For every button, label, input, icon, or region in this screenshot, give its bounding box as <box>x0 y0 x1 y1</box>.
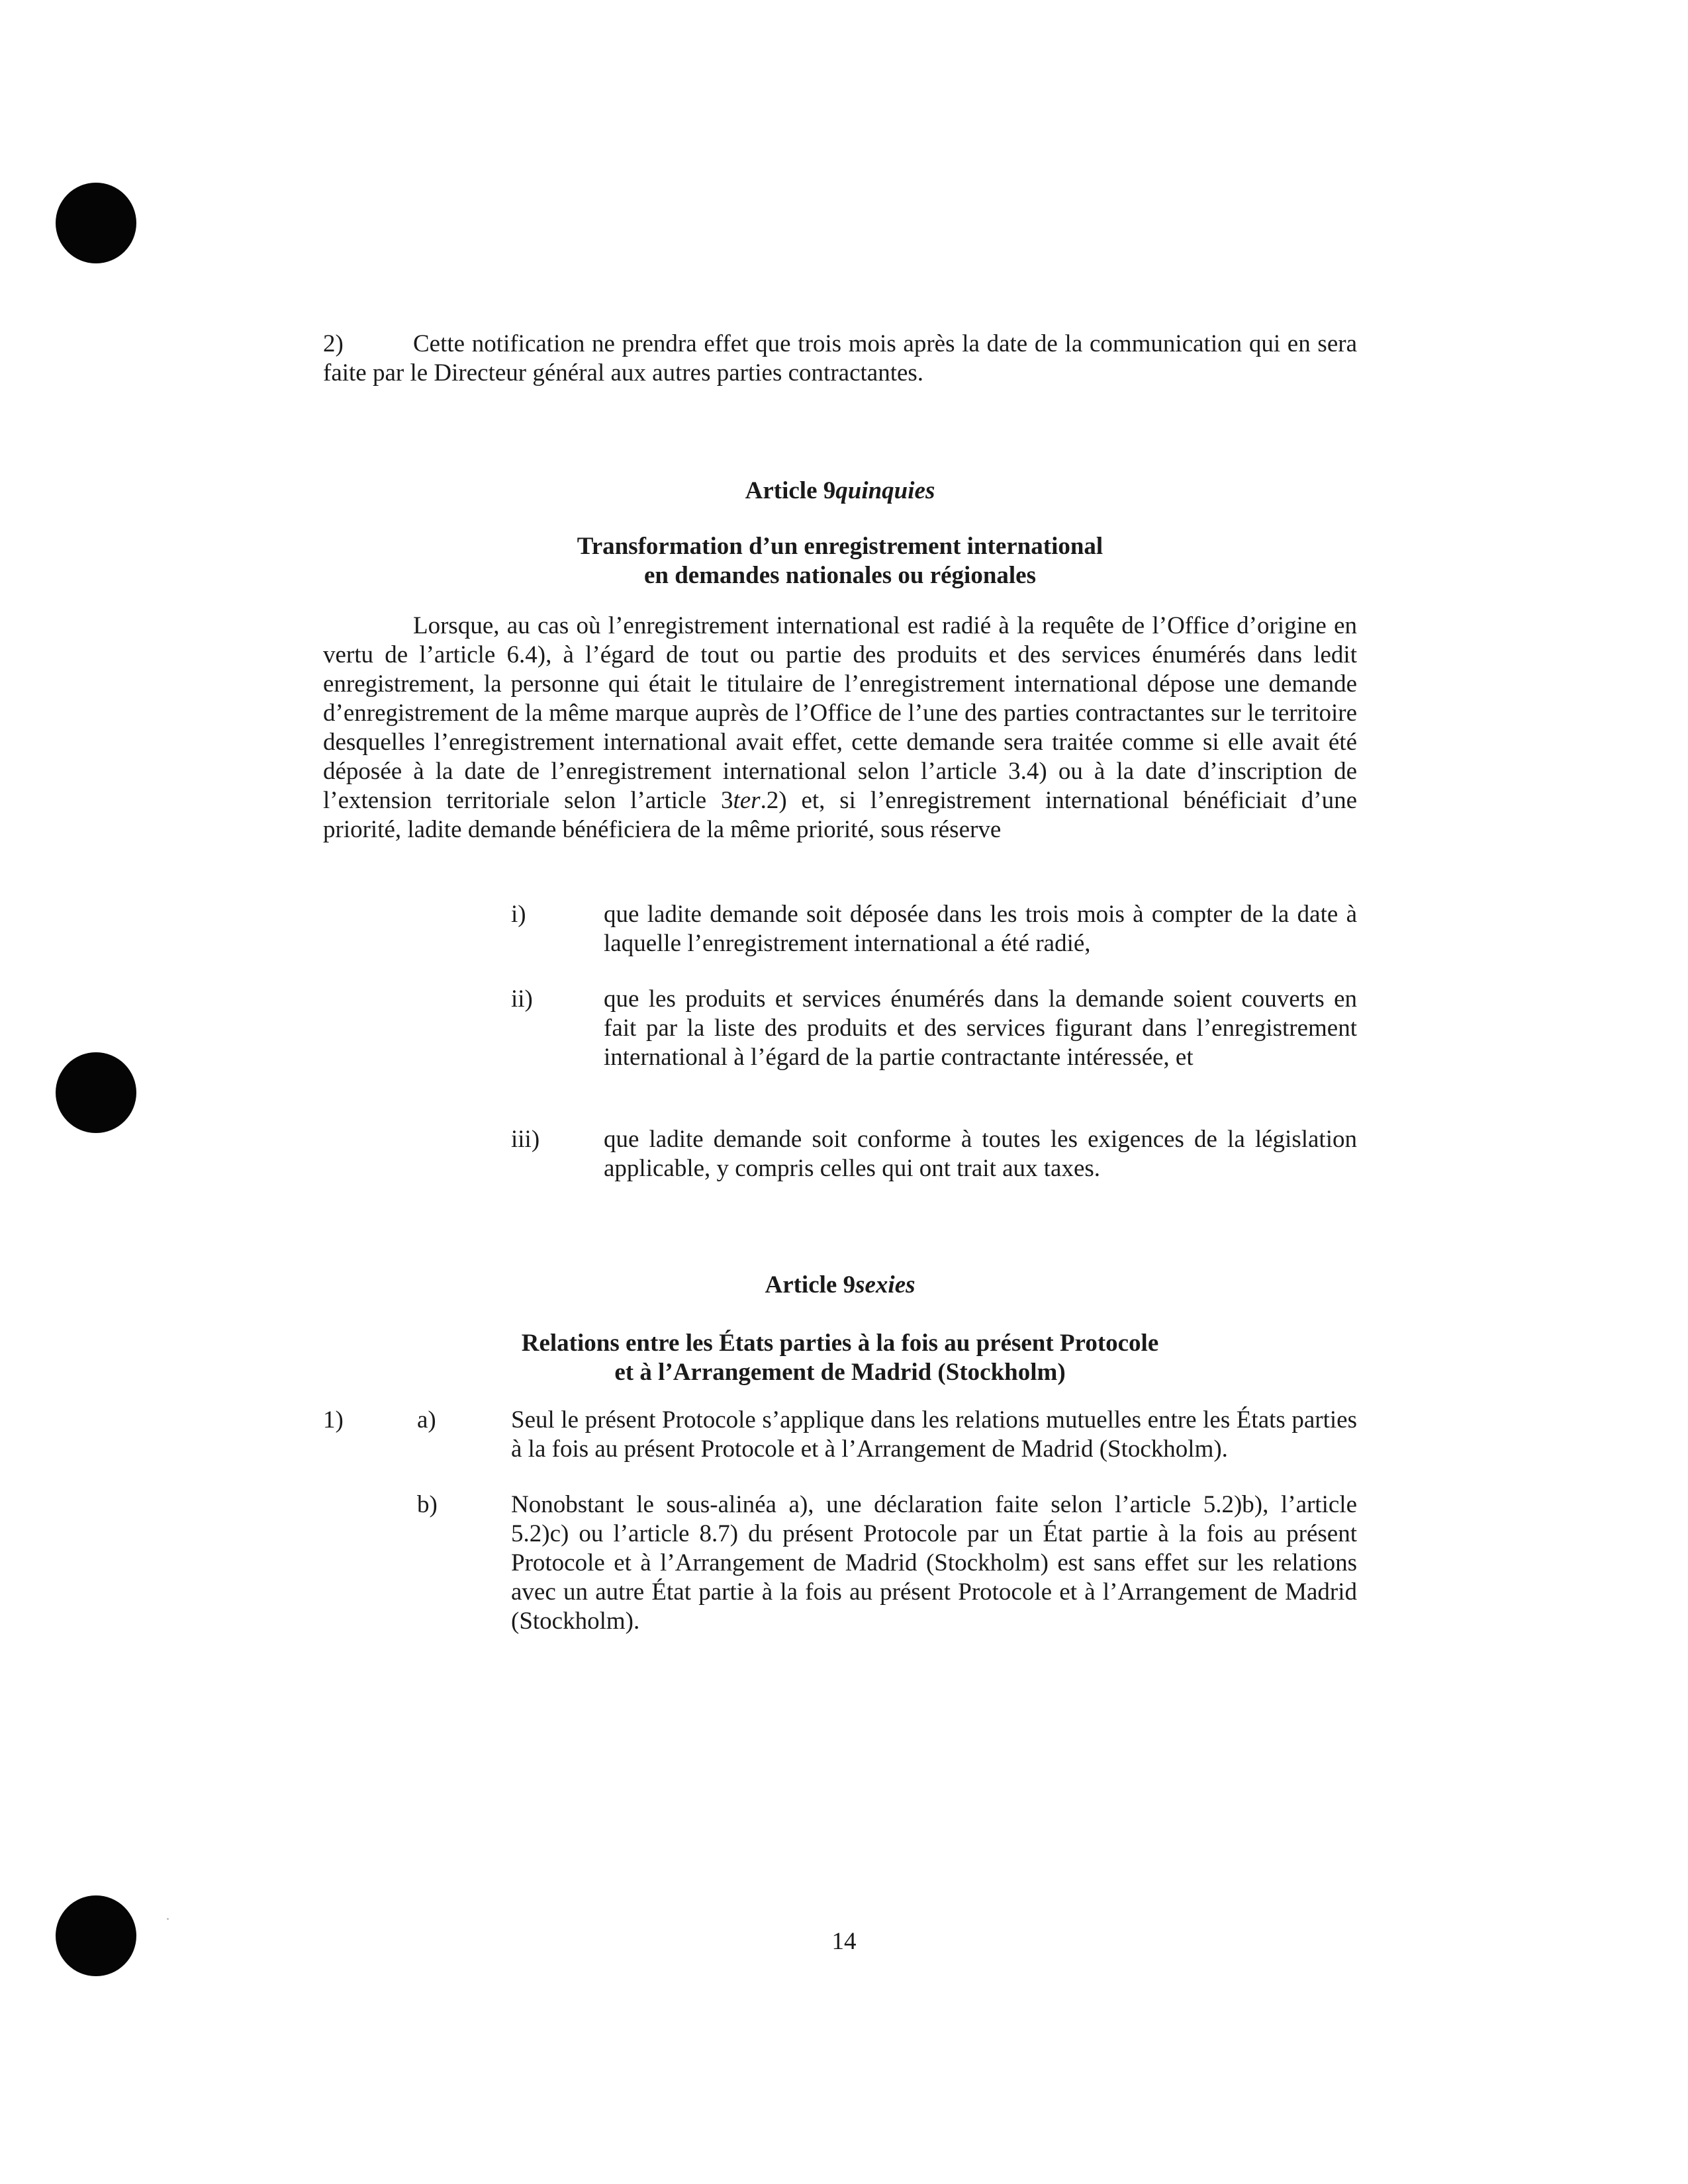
article-subtitle: Relations entre les États parties à la fois au présent Protocole et à l’Arrangement de Madrid (Stockholm) <box>521 1330 1159 1386</box>
subparagraph-text: Seul le présent Protocole s’applique dans les relations mutuelles entre les États parties à la fois au présent Protocole et à l’Arrangement de Madrid (Stockholm). <box>511 1406 1357 1463</box>
punch-hole <box>56 1052 136 1133</box>
subparagraph-text: Nonobstant le sous-alinéa a), une déclaration faite selon l’article 5.2)b), l’article 5.2)c) ou l’article 8.7) du présent Protocole par un État partie à la fois au présent Protocole et à l’Arrangement de Madrid (Stockholm) est sans effet sur les relations avec un autre État partie à la fois au présent Protocole et à l’Arrangement de Madrid (Stockholm). <box>511 1491 1357 1635</box>
intro-paragraph <box>323 330 1357 388</box>
paragraph-text: Cette notification ne prendra effet que trois mois après la date de la communication qui en sera faite par le Directeur général aux autres parties contractantes. <box>323 330 1357 387</box>
subparagraph-label: a) <box>417 1406 436 1433</box>
paragraph-number: 1) <box>323 1406 344 1433</box>
subparagraph-label: b) <box>417 1491 438 1518</box>
article-heading: Article 9quinquies <box>745 477 935 504</box>
article-heading: Article 9sexies <box>765 1271 915 1298</box>
article-subtitle: Transformation d’un enregistrement international en demandes nationales ou régionales <box>577 533 1103 589</box>
article-body: Lorsque, au cas où l’enregistrement international est radié à la requête de l’Office d’origine en vertu de l’article 6.4), à l’égard de tout ou partie des produits et des services énumérés dans ledit enregistrement, la personne qui était le titulaire de l’enregistrement international dépose une demande d’enregistrement de la même marque auprès de l’Office de l’une des parties contractantes sur le territoire desquelles l’enregistrement international avait effet, cette demande sera traitée comme si elle avait été déposée à la date de l’enregistrement international selon l’article 3.4) ou à la date d’inscription de l’extension territoriale selon l’article 3ter.2) et, si l’enregistrement international bénéficiait d’une priorité, ladite demande bénéficiera de la même priorité, sous réserve <box>323 612 1357 843</box>
paragraph-number: 2) <box>323 330 344 357</box>
scan-speck <box>167 1918 169 1920</box>
page-number: 14 <box>831 1928 857 1955</box>
punch-hole <box>56 183 136 263</box>
